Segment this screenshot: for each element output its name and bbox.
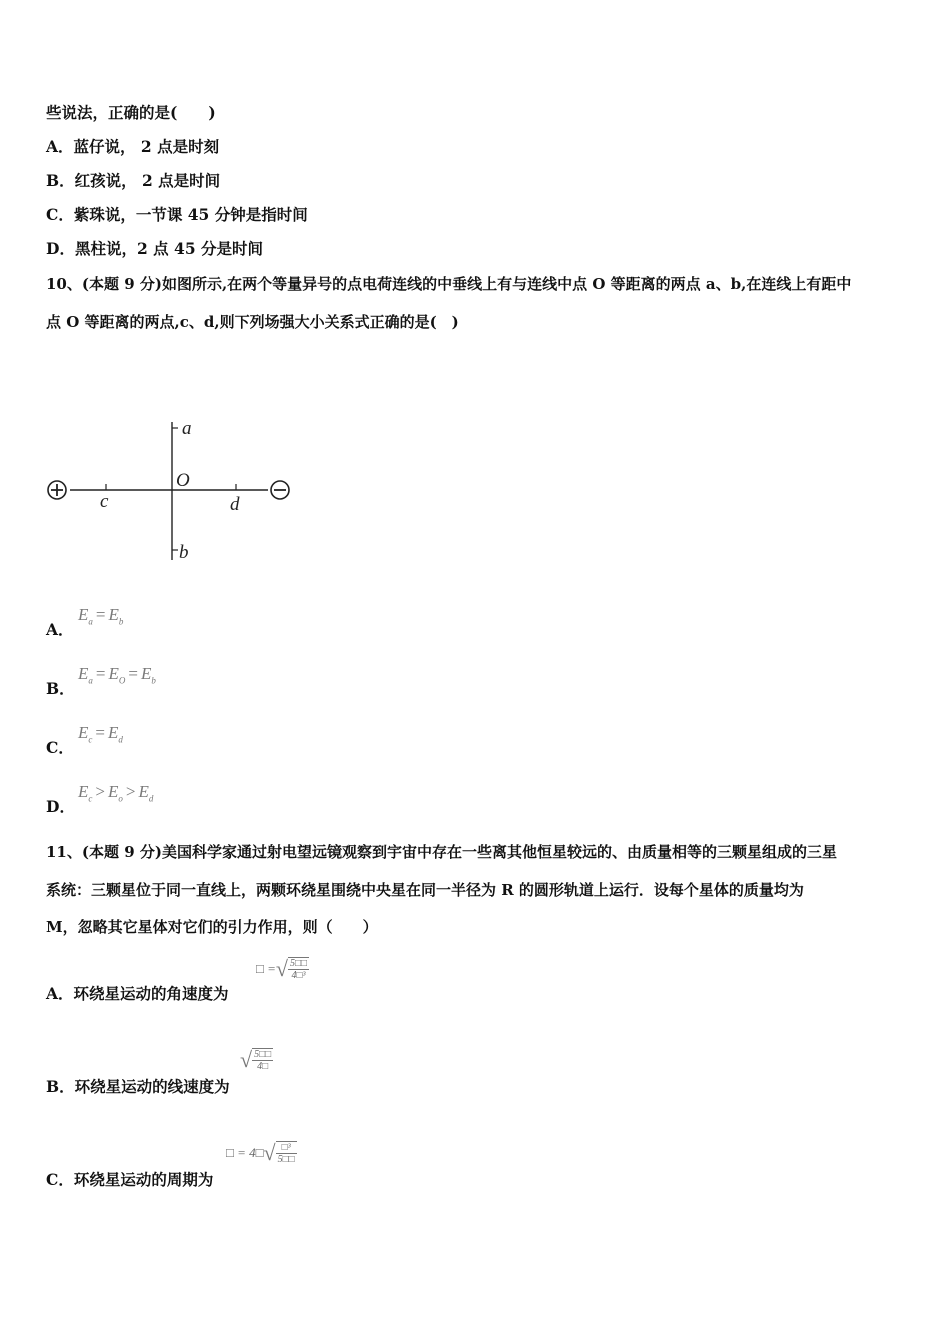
q9-option-d-label: D． (46, 239, 75, 258)
q10-option-c-label: C． (46, 738, 74, 757)
q10-option-b-label: B． (46, 679, 75, 698)
q10-option-a-label: A． (46, 620, 74, 639)
q9-option-b-text: 红孩说， 2 点是时间 (74, 171, 221, 190)
q10-option-d[interactable] (46, 797, 75, 817)
q10-stem-line2: 点 O 等距离的两点,c、d,则下列场强大小关系式正确的是( ) (46, 313, 459, 331)
q11-option-c[interactable] (46, 1170, 213, 1190)
q11-stem-line3: M，忽略其它星体对它们的引力作用，则（ ） (46, 918, 378, 936)
q10-option-c[interactable] (46, 738, 74, 758)
q9-option-c-text: 紫珠说，一节课 45 分钟是指时间 (73, 205, 308, 224)
q10-option-d-formula: $E_c > E_o > E_d$ (78, 782, 154, 804)
positive-charge-icon (48, 481, 66, 499)
q11-option-a[interactable] (46, 984, 229, 1004)
q11-option-a-text: 环绕星运动的角速度为 (73, 984, 229, 1003)
q10-option-a[interactable] (46, 620, 74, 640)
label-d: d (230, 494, 240, 515)
q9-option-b-label: B． (46, 171, 75, 190)
q9-option-d[interactable] (46, 239, 263, 259)
q11-option-b[interactable] (46, 1077, 230, 1097)
label-c: c (100, 491, 109, 512)
label-O: O (176, 470, 190, 491)
q9-option-c[interactable] (46, 205, 308, 225)
q11-stem-line2: 系统：三颗星位于同一直线上，两颗环绕星围绕中央星在同一半径为 R 的圆形轨道上运行．设每个星体的质量均为 (46, 881, 804, 899)
q9-option-c-label: C． (46, 205, 74, 224)
q10-option-d-label: D． (46, 797, 75, 816)
q10-option-a-formula: $E_a = E_b$ (78, 605, 124, 627)
label-b: b (179, 542, 189, 563)
negative-charge-icon (271, 481, 289, 499)
q9-option-a-text: 蓝仔说， 2 点是时刻 (73, 137, 220, 156)
q9-option-a[interactable] (46, 137, 219, 157)
q11-option-c-label: C． (46, 1170, 74, 1189)
q9-option-d-text: 黑柱说，2 点 45 分是时间 (74, 239, 263, 258)
q9-option-a-label: A． (46, 137, 74, 156)
q11-option-b-text: 环绕星运动的线速度为 (74, 1077, 230, 1096)
q11-stem-line1: 11、(本题 9 分)美国科学家通过射电望远镜观察到宇宙中存在一些离其他恒星较远的、由质量相等的三颗星组成的三星 (46, 843, 837, 861)
q9-stem-tail: 些说法，正确的是( ) (46, 103, 216, 122)
q11-option-a-label: A． (46, 984, 74, 1003)
q10-option-c-formula: $E_c = E_d$ (78, 723, 123, 745)
q11-option-b-label: B． (46, 1077, 75, 1096)
q11-option-b-formula: √ $\frac{5□□}{4□}$ (240, 1047, 272, 1072)
q11-option-c-formula: □ = 4□√ $\frac{\text{□³}}{5□□}$ (226, 1140, 295, 1165)
q10-stem-line1: 10、(本题 9 分)如图所示,在两个等量异号的点电荷连线的中垂线上有与连线中点 O 等距离的两点 a、b,在连线上有距中 (46, 275, 852, 293)
q11-option-a-formula: □ =√ $\frac{5□□}{\text{4□³}}$ (256, 956, 308, 981)
label-a: a (182, 418, 192, 439)
q11-option-c-text: 环绕星运动的周期为 (73, 1170, 214, 1189)
q9-option-b[interactable] (46, 171, 220, 191)
q10-field-figure (40, 410, 300, 570)
q10-option-b-formula: $E_a = E_O = E_b$ (78, 664, 156, 686)
q10-option-b[interactable] (46, 679, 75, 699)
